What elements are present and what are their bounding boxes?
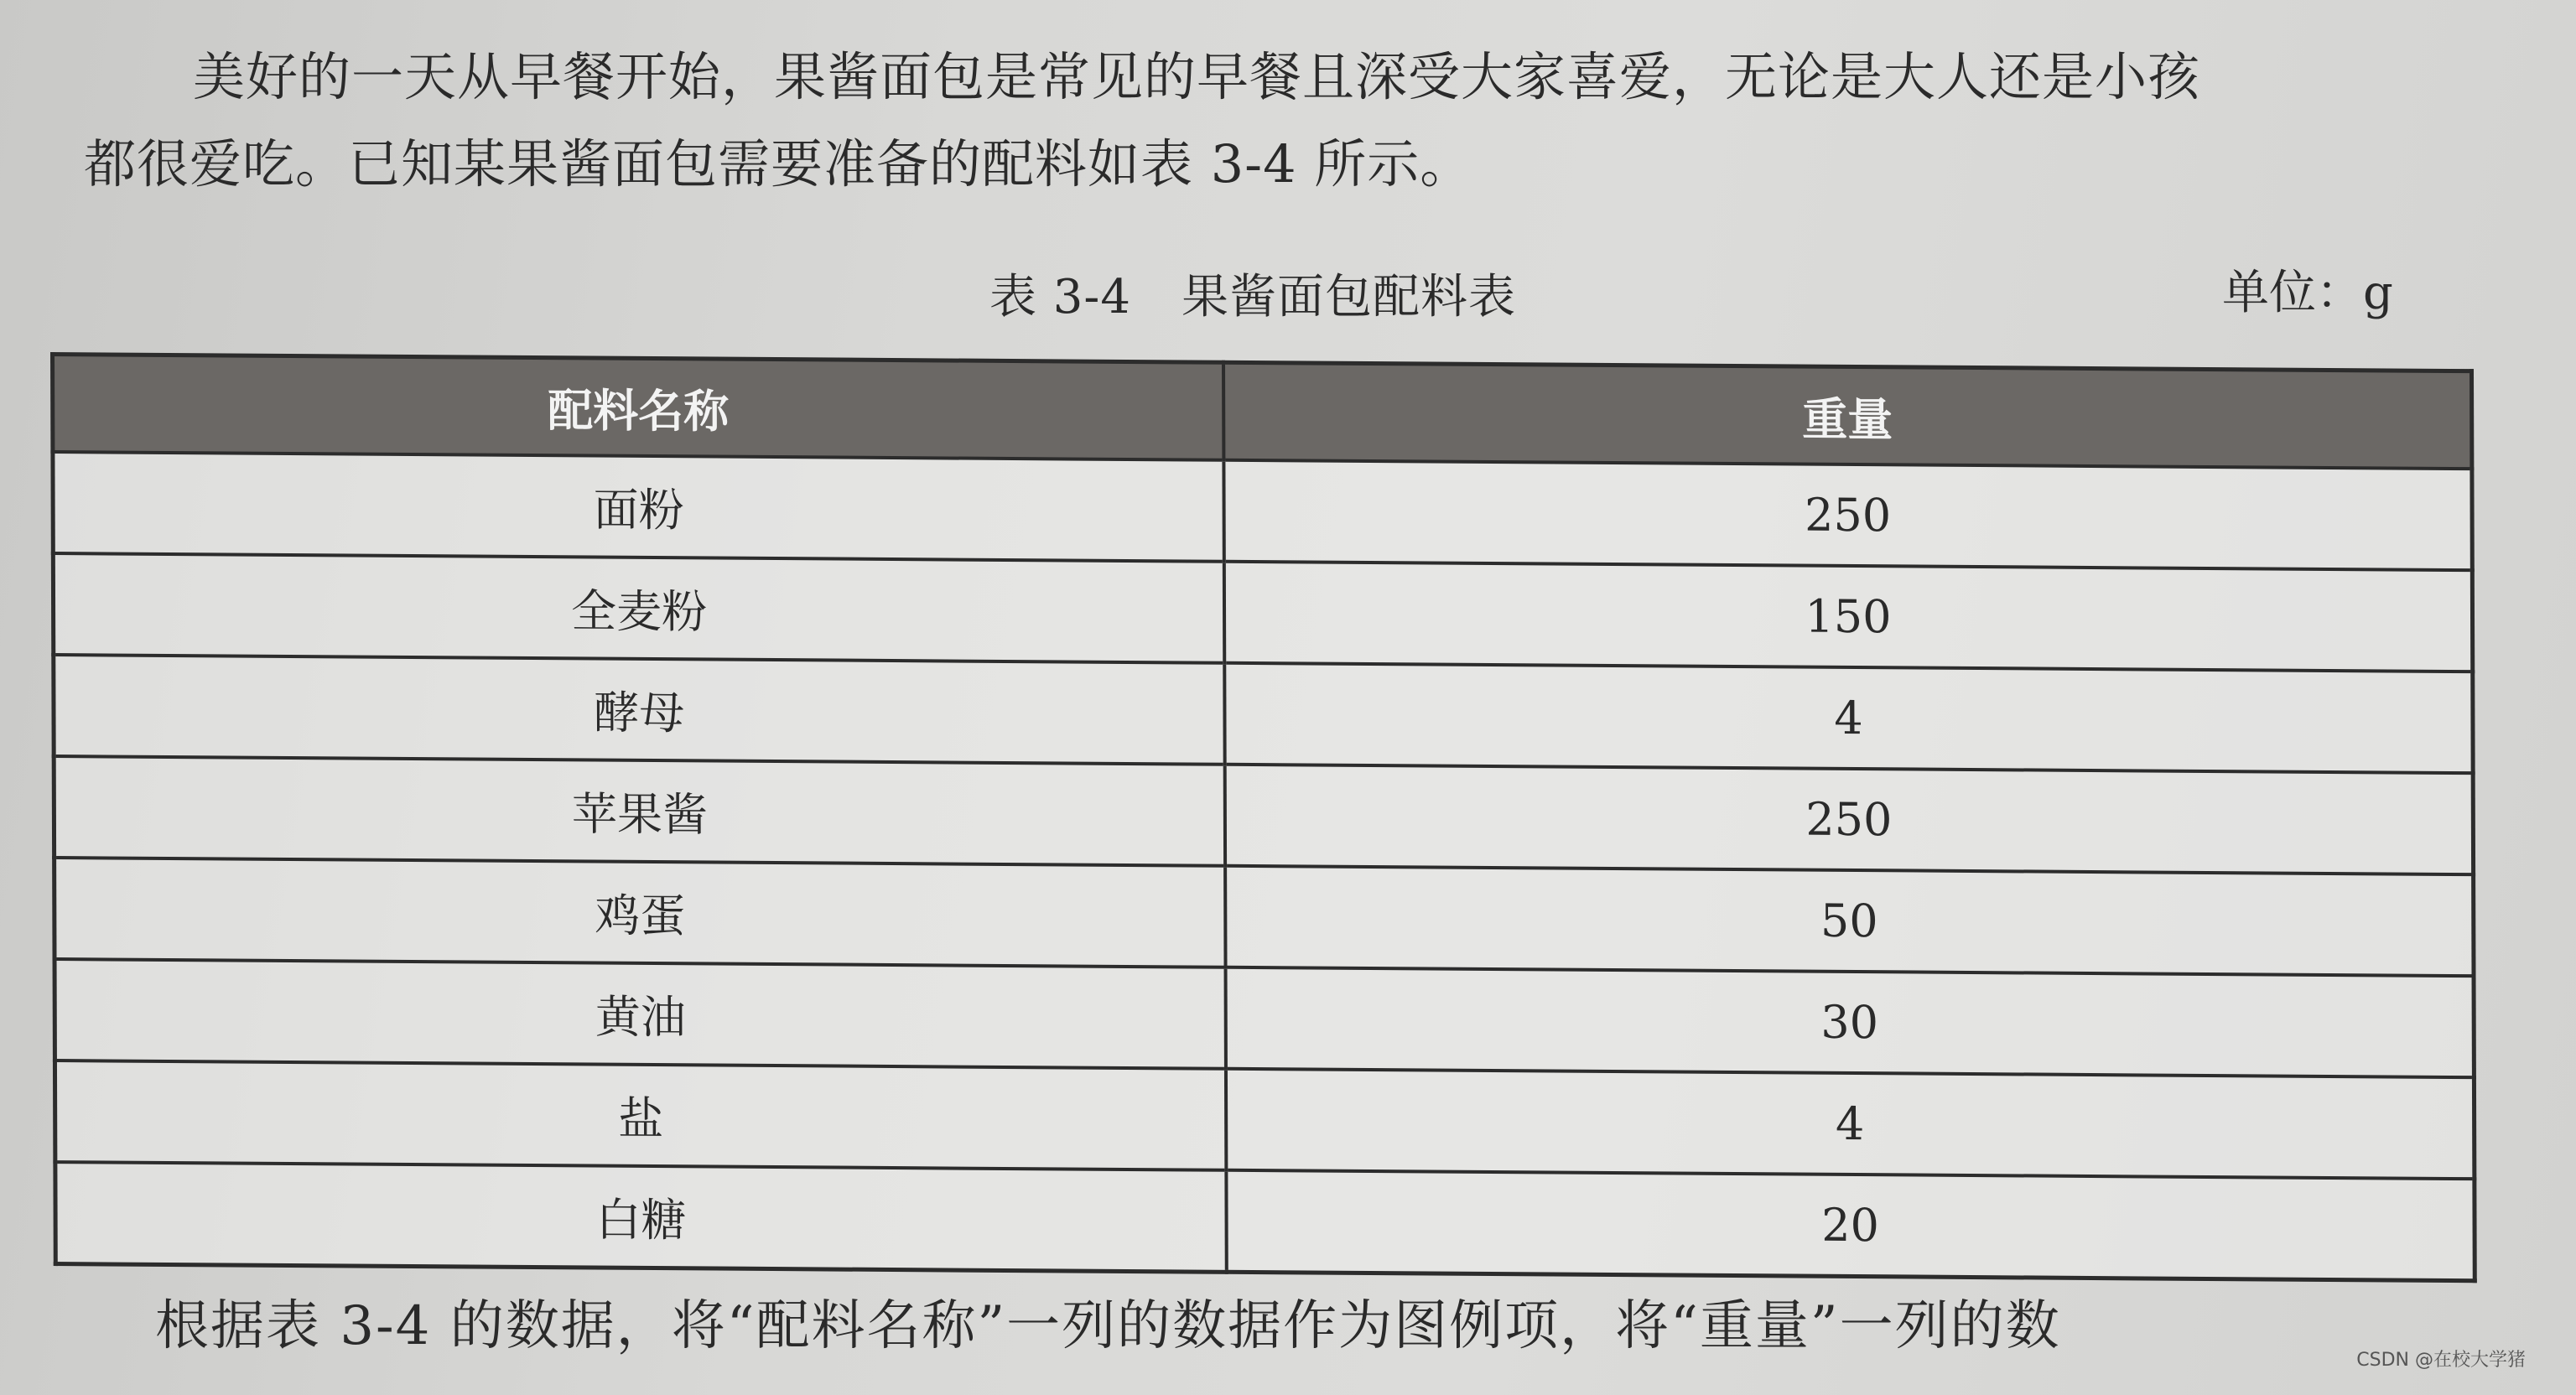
weight-cell: 30 <box>1226 967 2475 1077</box>
ingredient-name-cell: 鸡蛋 <box>55 858 1226 967</box>
ingredients-table-wrapper <box>50 352 2477 1252</box>
table-row <box>55 858 2474 976</box>
weight-cell: 4 <box>1224 663 2473 773</box>
weight-cell: 150 <box>1224 562 2473 672</box>
header-weight: 重量 <box>1223 362 2472 469</box>
weight-cell: 50 <box>1225 866 2474 976</box>
ingredient-name-cell: 酵母 <box>54 655 1225 765</box>
weight-cell: 20 <box>1226 1170 2475 1281</box>
table-row <box>54 756 2473 874</box>
table-row <box>55 959 2474 1077</box>
table-row <box>54 655 2473 773</box>
outro-paragraph: 根据表 3-4 的数据，将“配料名称”一列的数据作为图例项，将“重量”一列的数 <box>155 1295 2061 1357</box>
table-caption <box>989 260 1516 327</box>
table-title: 果酱面包配料表 <box>1181 270 1516 324</box>
ingredient-name-cell: 苹果酱 <box>54 756 1225 866</box>
table-number: 表 3-4 <box>989 270 1131 324</box>
ingredient-name-cell: 盐 <box>55 1061 1226 1170</box>
ingredients-table <box>50 352 2477 1283</box>
table-row <box>53 452 2472 570</box>
intro-paragraph <box>84 34 2516 208</box>
watermark: CSDN @在校大学猪 <box>2356 1350 2526 1371</box>
intro-line-1: 美好的一天从早餐开始，果酱面包是常见的早餐且深受大家喜爱，无论是大人还是小孩 <box>193 46 2201 107</box>
table-header-row <box>53 355 2472 469</box>
table-row <box>55 1162 2475 1281</box>
ingredient-name-cell: 面粉 <box>53 452 1224 562</box>
ingredient-name-cell: 黄油 <box>55 959 1226 1069</box>
weight-cell: 250 <box>1223 460 2472 570</box>
table-row <box>55 1061 2474 1179</box>
ingredient-name-cell: 全麦粉 <box>53 553 1224 663</box>
table-unit: 单位：g <box>2222 266 2393 320</box>
weight-cell: 4 <box>1226 1069 2475 1179</box>
intro-line-2: 都很爱吃。已知某果酱面包需要准备的配料如表 3-4 所示。 <box>84 133 1473 194</box>
ingredient-name-cell: 白糖 <box>55 1162 1227 1272</box>
table-row <box>53 553 2472 672</box>
weight-cell: 250 <box>1225 765 2474 874</box>
header-ingredient-name: 配料名称 <box>53 355 1224 460</box>
